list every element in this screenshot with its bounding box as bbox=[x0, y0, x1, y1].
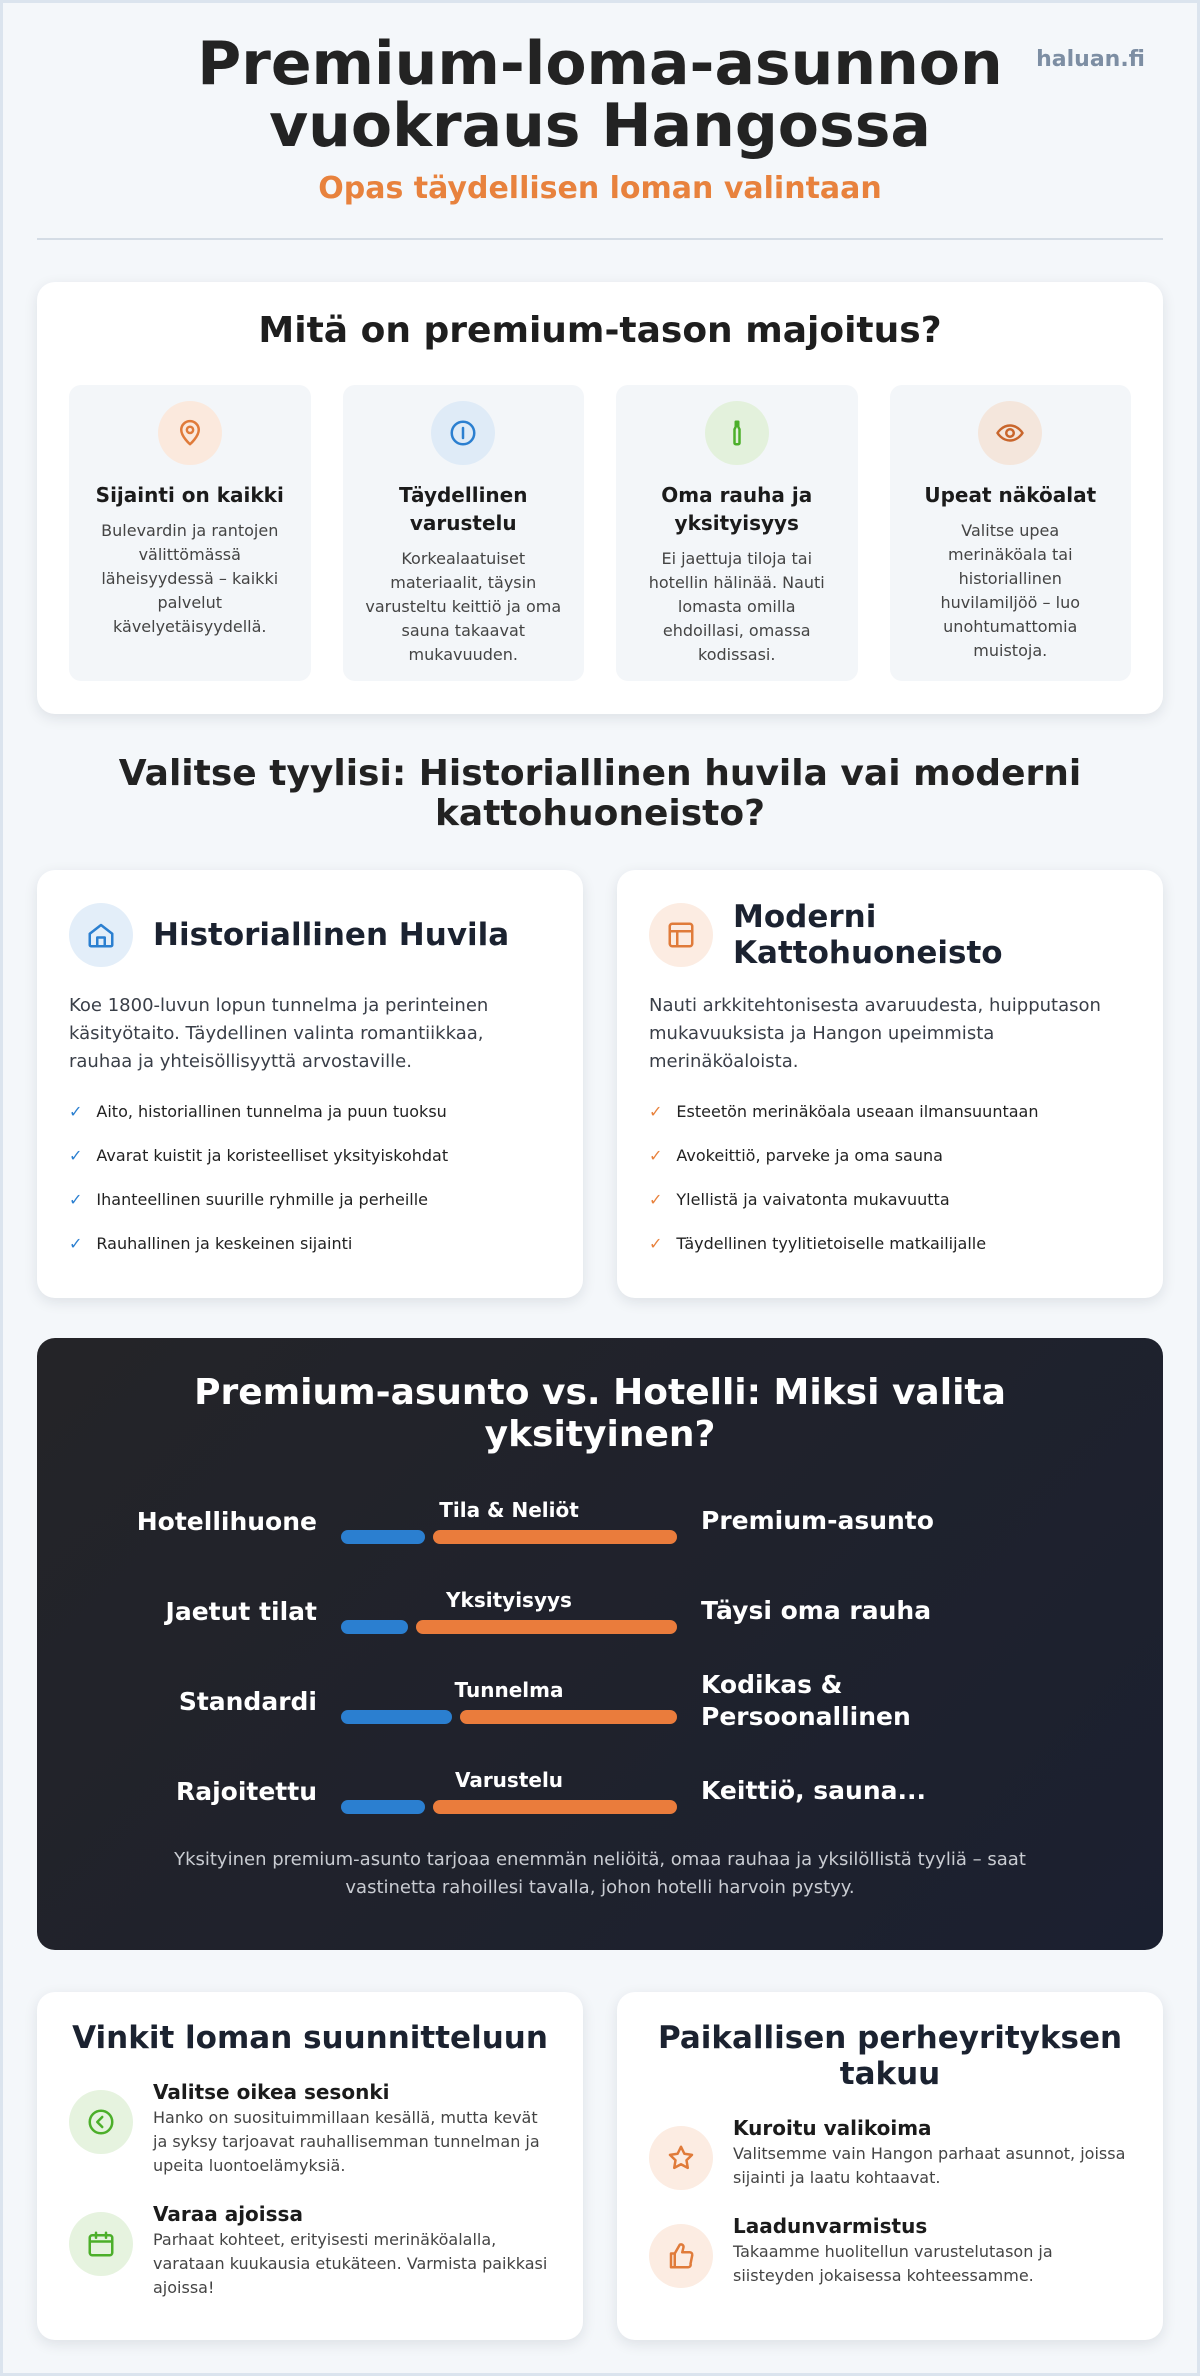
header-divider bbox=[37, 238, 1163, 240]
comparison-row bbox=[97, 1756, 1103, 1826]
guarantee-text: Takaamme huolitellun varustelutason ja siisteyden jokaisessa kohteessamme. bbox=[733, 2242, 1053, 2285]
list-item-text: Avokeittiö, parveke ja oma sauna bbox=[676, 1146, 943, 1165]
style-card-header bbox=[649, 900, 1131, 970]
premium-bar bbox=[433, 1530, 677, 1544]
premium-heading: Mitä on premium-tason majoitus? bbox=[258, 310, 942, 351]
guarantee-text: Valitsemme vain Hangon parhaat asunnot, joissa sijainti ja laatu kohtaavat. bbox=[733, 2144, 1126, 2187]
style-card-header bbox=[69, 900, 551, 970]
check-icon: ✓ bbox=[69, 1102, 83, 1121]
list-item-text: Aito, historiallinen tunnelma ja puun tuoksu bbox=[96, 1102, 447, 1121]
guarantee-title: Laadunvarmistus bbox=[733, 2214, 928, 2238]
feature-title: Sijainti on kaikki bbox=[95, 483, 284, 507]
comparison-meter bbox=[341, 1588, 677, 1634]
feature-card bbox=[616, 385, 858, 681]
check-icon: ✓ bbox=[649, 1102, 663, 1121]
comparison-bar bbox=[341, 1800, 677, 1814]
check-icon: ✓ bbox=[69, 1234, 83, 1253]
style-cards bbox=[37, 870, 1163, 1298]
hotel-label: Jaetut tilat bbox=[165, 1596, 317, 1626]
penthouse-feature-list bbox=[649, 1102, 1131, 1254]
hotel-bar bbox=[341, 1800, 425, 1814]
style-card-description: Nauti arkkitehtonisesta avaruudesta, huipputason mukavuuksista ja Hangon upeimmista merinäköaloista. bbox=[649, 995, 1101, 1072]
comparison-bar bbox=[341, 1620, 677, 1634]
hotel-label: Rajoitettu bbox=[175, 1776, 317, 1806]
list-item bbox=[69, 1102, 551, 1122]
comparison-rows bbox=[97, 1486, 1103, 1826]
layout-icon bbox=[649, 903, 713, 967]
guarantee-heading: Paikallisen perheyrityksen takuu bbox=[657, 2020, 1123, 2092]
guarantee-card bbox=[617, 1992, 1163, 2340]
tip-item bbox=[69, 2080, 551, 2178]
eye-icon bbox=[978, 401, 1042, 465]
premium-bar bbox=[460, 1710, 677, 1724]
comparison-row bbox=[97, 1576, 1103, 1646]
premium-label: Keittiö, sauna... bbox=[701, 1776, 927, 1805]
feature-card bbox=[890, 385, 1132, 681]
hotel-label: Standardi bbox=[178, 1686, 317, 1716]
feature-title: Upeat näköalat bbox=[924, 483, 1097, 507]
feature-title: Täydellinen varustelu bbox=[399, 483, 528, 535]
tips-heading: Vinkit loman suunnitteluun bbox=[72, 2020, 548, 2056]
tip-item bbox=[69, 2202, 551, 2300]
comparison-bar bbox=[341, 1530, 677, 1544]
feature-card bbox=[69, 385, 311, 681]
feature-list bbox=[69, 385, 1131, 681]
check-icon: ✓ bbox=[69, 1146, 83, 1165]
location-pin-icon bbox=[158, 401, 222, 465]
tip-text: Parhaat kohteet, erityisesti merinäköalalla, varataan kuukausia etukäteen. Varmista paikkasi ajoissa! bbox=[153, 2230, 548, 2297]
feature-title: Oma rauha ja yksityisyys bbox=[661, 483, 813, 535]
villa-feature-list bbox=[69, 1102, 551, 1254]
premium-label: Kodikas & Persoonallinen bbox=[701, 1670, 911, 1731]
list-item-text: Avarat kuistit ja koristeelliset yksityiskohdat bbox=[96, 1146, 449, 1165]
comparison-meter bbox=[341, 1498, 677, 1544]
tip-title: Varaa ajoissa bbox=[153, 2202, 303, 2226]
tip-text: Hanko on suosituimmillaan kesällä, mutta kevät ja syksy tarjoavat rauhallisemman tunnelman ja upeita luontoelämyksiä. bbox=[153, 2108, 540, 2175]
calendar-icon bbox=[69, 2212, 133, 2276]
feature-text: Bulevardin ja rantojen välittömässä läheisyydessä – kaikki palvelut kävelyetäisyydellä. bbox=[101, 521, 279, 636]
list-item bbox=[649, 1102, 1131, 1122]
page-subtitle: Opas täydellisen loman valintaan bbox=[318, 171, 882, 206]
list-item-text: Rauhallinen ja keskeinen sijainti bbox=[96, 1234, 353, 1253]
hotel-bar bbox=[341, 1620, 408, 1634]
bottle-icon bbox=[705, 401, 769, 465]
list-item bbox=[649, 1146, 1131, 1166]
hotel-label: Hotellihuone bbox=[136, 1506, 317, 1536]
comparison-label: Varustelu bbox=[454, 1768, 564, 1792]
guarantee-item bbox=[649, 2214, 1131, 2288]
hotel-bar bbox=[341, 1530, 425, 1544]
info-icon bbox=[431, 401, 495, 465]
hotel-bar bbox=[341, 1710, 452, 1724]
check-icon: ✓ bbox=[649, 1234, 663, 1253]
comparison-label: Tunnelma bbox=[454, 1678, 564, 1702]
guarantee-item bbox=[649, 2116, 1131, 2190]
tip-body bbox=[153, 2080, 551, 2178]
thumbs-up-icon bbox=[649, 2224, 713, 2288]
comparison-note: Yksityinen premium-asunto tarjoaa enemmän neliöitä, omaa rauhaa ja yksilöllistä tyyliä – saat vastinetta rahoillesi tavalla, johon hotelli harvoin pystyy. bbox=[174, 1849, 1026, 1898]
list-item-text: Ihanteellinen suurille ryhmille ja perheille bbox=[96, 1190, 429, 1209]
comparison-row bbox=[97, 1486, 1103, 1556]
house-icon bbox=[69, 903, 133, 967]
feature-text: Valitse upea merinäköala tai historiallinen huvilamiljöö – luo unohtumattomia muistoja. bbox=[940, 521, 1080, 660]
check-icon: ✓ bbox=[649, 1146, 663, 1165]
style-card-title: Historiallinen Huvila bbox=[153, 917, 510, 953]
comparison-section bbox=[37, 1338, 1163, 1950]
style-card-description: Koe 1800-luvun lopun tunnelma ja perinteinen käsityötaito. Täydellinen valinta romantiikkaa, rauhaa ja yhteisöllisyyttä arvostaville. bbox=[69, 995, 489, 1072]
comparison-meter bbox=[341, 1678, 677, 1724]
list-item bbox=[69, 1234, 551, 1254]
styles-heading: Valitse tyylisi: Historiallinen huvila vai moderni kattohuoneisto? bbox=[118, 753, 1082, 834]
guarantee-body bbox=[733, 2116, 1131, 2190]
list-item-text: Esteetön merinäköala useaan ilmansuuntaan bbox=[676, 1102, 1039, 1121]
premium-label: Täysi oma rauha bbox=[701, 1596, 932, 1625]
list-item bbox=[649, 1190, 1131, 1210]
guarantee-title: Kuroitu valikoima bbox=[733, 2116, 932, 2140]
clock-arrow-icon bbox=[69, 2090, 133, 2154]
comparison-bar bbox=[341, 1710, 677, 1724]
tips-card bbox=[37, 1992, 583, 2340]
premium-label: Premium-asunto bbox=[701, 1506, 934, 1535]
list-item bbox=[649, 1234, 1131, 1254]
comparison-label: Yksityisyys bbox=[446, 1588, 572, 1612]
page-title: Premium-loma-asunnon vuokraus Hangossa bbox=[197, 29, 1003, 161]
check-icon: ✓ bbox=[649, 1190, 663, 1209]
comparison-meter bbox=[341, 1768, 677, 1814]
premium-section bbox=[37, 282, 1163, 714]
check-icon: ✓ bbox=[69, 1190, 83, 1209]
list-item-text: Ylellistä ja vaivatonta mukavuutta bbox=[676, 1190, 950, 1209]
premium-bar bbox=[416, 1620, 677, 1634]
villa-card bbox=[37, 870, 583, 1298]
list-item bbox=[69, 1190, 551, 1210]
comparison-label: Tila & Neliöt bbox=[439, 1498, 579, 1522]
brand-logo[interactable]: haluan.fi bbox=[1036, 47, 1145, 72]
tip-title: Valitse oikea sesonki bbox=[153, 2080, 390, 2104]
penthouse-card bbox=[617, 870, 1163, 1298]
comparison-row bbox=[97, 1666, 1103, 1736]
list-item-text: Täydellinen tyylitietoiselle matkailijalle bbox=[676, 1234, 987, 1253]
feature-card bbox=[343, 385, 585, 681]
tip-body bbox=[153, 2202, 551, 2300]
feature-text: Ei jaettuja tiloja tai hotellin hälinää. Nauti lomasta omilla ehdoillasi, omassa kodissasi. bbox=[648, 549, 825, 664]
feature-text: Korkealaatuiset materiaalit, täysin varusteltu keittiö ja oma sauna takaavat mukavuuden. bbox=[365, 549, 562, 664]
guarantee-body bbox=[733, 2214, 1131, 2288]
list-item bbox=[69, 1146, 551, 1166]
comparison-heading: Premium-asunto vs. Hotelli: Miksi valita yksityinen? bbox=[194, 1372, 1006, 1455]
star-icon bbox=[649, 2126, 713, 2190]
style-card-title: Moderni Kattohuoneisto bbox=[733, 899, 1003, 971]
page-header bbox=[3, 3, 1197, 206]
bottom-cards bbox=[37, 1992, 1163, 2340]
premium-bar bbox=[433, 1800, 677, 1814]
